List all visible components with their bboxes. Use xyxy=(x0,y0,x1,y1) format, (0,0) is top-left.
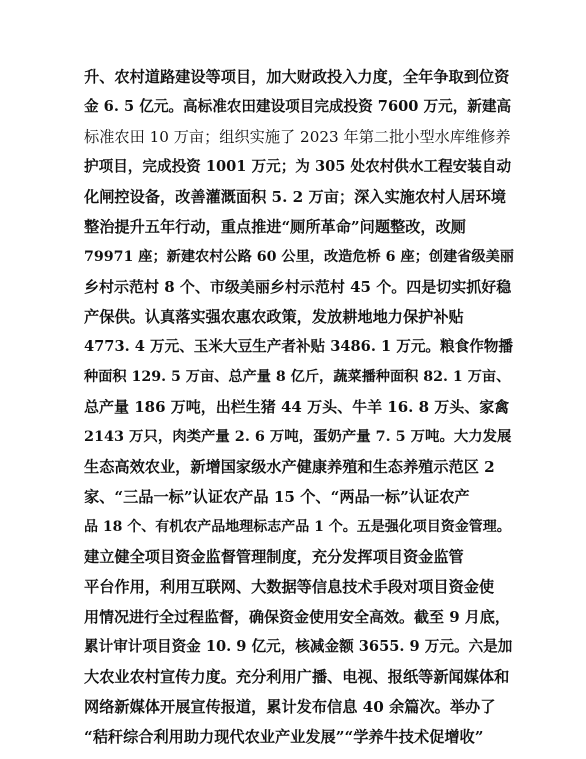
text-line-22: 网络新媒体开展宣传报道，累计发布信息 40 余篇次。举办了 xyxy=(84,698,496,716)
text-line-18: 平台作用，利用互联网、大数据等信息技术手段对项目资金使 xyxy=(84,578,495,596)
text-line-7: 79971 座；新建农村公路 60 公里，改造危桥 6 座；创建省级美丽 xyxy=(84,249,514,265)
text-line-19: 用情况进行全过程监督，确保资金使用安全高效。截至 9 月底， xyxy=(84,608,510,626)
text-line-10: 4773. 4 万元、玉米大豆生产者补贴 3486. 1 万元。粮食作物播 xyxy=(84,338,513,355)
text-line-9: 产保供。认真落实强农惠农政策，发放耕地地力保护补贴 xyxy=(84,308,464,326)
text-line-8: 乡村示范村 8 个、市级美丽乡村示范村 45 个。四是切实抓好稳 xyxy=(84,278,512,296)
text-line-20: 累计审计项目资金 10. 9 亿元，核减金额 3655. 9 万元。六是加 xyxy=(84,638,513,655)
text-line-23: “秸秆综合利用助力现代农业产业发展”“学养牛技术促增收” xyxy=(84,728,484,746)
text-line-1: 升、农村道路建设等项目，加大财政投入力度，全年争取到位资 xyxy=(84,68,510,86)
text-line-15: 家、“三品一标”认证农产品 15 个、“两品一标”认证农产 xyxy=(84,488,470,506)
text-line-5: 化闸控设备，改善灌溉面积 5. 2 万亩；深入实施农村人居环境 xyxy=(84,188,506,206)
text-line-6: 整治提升五年行动，重点推进“厕所革命”问题整改，改厕 xyxy=(84,218,466,236)
text-line-16: 品 18 个、有机农产品地理标志产品 1 个。五是强化项目资金管理。 xyxy=(84,519,511,535)
text-line-2: 金 6. 5 亿元。高标准农田建设项目完成投资 7600 万元，新建高 xyxy=(84,98,512,115)
text-line-21: 大农业农村宣传力度。充分利用广播、电视、报纸等新闻媒体和 xyxy=(84,668,510,686)
text-line-13: 2143 万只，肉类产量 2. 6 万吨，蛋奶产量 7. 5 万吨。大力发展 xyxy=(84,428,512,445)
text-line-3: 标准农田 10 万亩；组织实施了 2023 年第二批小型水库维修养 xyxy=(84,128,511,146)
body-text xyxy=(84,62,514,752)
text-line-4: 护项目，完成投资 1001 万元；为 305 处农村供水工程安装自动 xyxy=(84,158,512,175)
text-line-11: 种面积 129. 5 万亩、总产量 8 亿斤，蔬菜播种面积 82. 1 万亩、 xyxy=(84,369,511,385)
text-line-14: 生态高效农业，新增国家级水产健康养殖和生态养殖示范区 2 xyxy=(84,458,495,476)
text-line-17: 建立健全项目资金监督管理制度，充分发挥项目资金监管 xyxy=(84,548,464,566)
text-line-12: 总产量 186 万吨，出栏生猪 44 万头、牛羊 16. 8 万头、家禽 xyxy=(84,398,510,416)
